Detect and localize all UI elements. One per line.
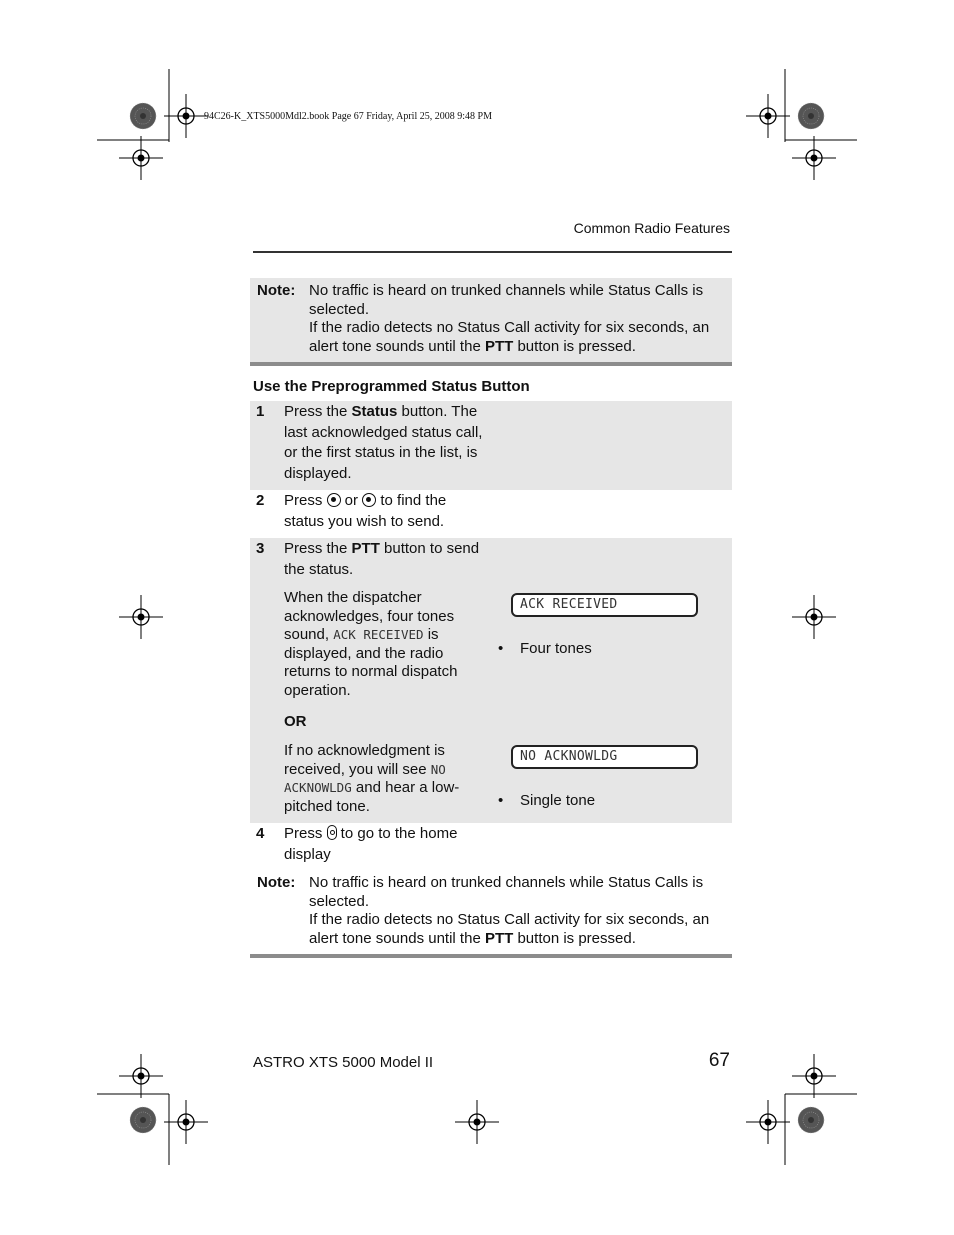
step-3: 3 Press the PTT button to send the status. When the dispatcher acknowledges, four tones sound, ACK RECEIVED is displayed, and the radio returns to normal dispatch operation. OR If no acknowledgment is received, you will see NO ACKNOWLDG and hear a low-pitched tone. ACK RECEIVED • Four tones NO ACKNOWLDG • Single tone (250, 538, 732, 823)
note-line-2: If the radio detects no Status Call activity for six seconds, an alert tone sounds until the PTT button is pressed. (309, 319, 710, 356)
no-ack-paragraph: If no acknowledgment is received, you will see NO ACKNOWLDG and hear a low-pitched tone. (284, 742, 460, 815)
section-title: Use the Preprogrammed Status Button (253, 378, 530, 395)
note-bottom (250, 874, 732, 954)
left-nav-button-icon (327, 493, 341, 507)
step-number: 3 (256, 540, 265, 557)
star-target-top-right (798, 103, 824, 129)
note-line-2: If the radio detects no Status Call activity for six seconds, an alert tone sounds until the PTT button is pressed. (309, 911, 710, 948)
lcd-ack-received: ACK RECEIVED (511, 593, 698, 617)
note-label: Note: (257, 282, 296, 299)
note-label: Note: (257, 874, 296, 891)
book-info: 94C26-K_XTS5000Mdl2.book Page 67 Friday, April 25, 2008 9:48 PM (204, 111, 492, 122)
note-top (250, 278, 732, 362)
ack-paragraph: When the dispatcher acknowledges, four tones sound, ACK RECEIVED is displayed, and the radio returns to normal dispatch operation. (284, 589, 458, 699)
step-4 (250, 823, 732, 873)
note-line-1: No traffic is heard on trunked channels while Status Calls is selected. (309, 874, 704, 910)
note-line-1: No traffic is heard on trunked channels while Status Calls is selected. (309, 282, 704, 318)
step-text: Press the PTT button to send the status. (284, 540, 480, 578)
right-nav-button-icon (362, 493, 376, 507)
star-target-top-left (130, 103, 156, 129)
page-number: 67 (708, 1050, 730, 1071)
footer-product-name: ASTRO XTS 5000 Model II (253, 1054, 434, 1071)
step-text: Press or to find the status you wish to send. (284, 492, 447, 530)
home-button-icon (327, 825, 337, 840)
header-rule (253, 251, 732, 253)
note-bottom-bar (250, 954, 732, 958)
note-top-bar (250, 362, 732, 366)
star-target-bottom-right (798, 1107, 824, 1133)
running-header: Common Radio Features (573, 220, 730, 236)
step-text: Press the Status button. The last acknowledged status call, or the first status in the list, is displayed. (284, 403, 483, 482)
or-label: OR (284, 713, 307, 730)
star-target-bottom-left (130, 1107, 156, 1133)
step-number: 2 (256, 492, 265, 509)
note-body (309, 282, 729, 357)
step-text: Press to go to the home display (284, 825, 458, 863)
note-body (309, 874, 729, 949)
step-2 (250, 490, 732, 538)
step-1 (250, 401, 732, 490)
step-number: 1 (256, 403, 265, 420)
step-number: 4 (256, 825, 265, 842)
lcd-no-acknowldg: NO ACKNOWLDG (511, 745, 698, 769)
